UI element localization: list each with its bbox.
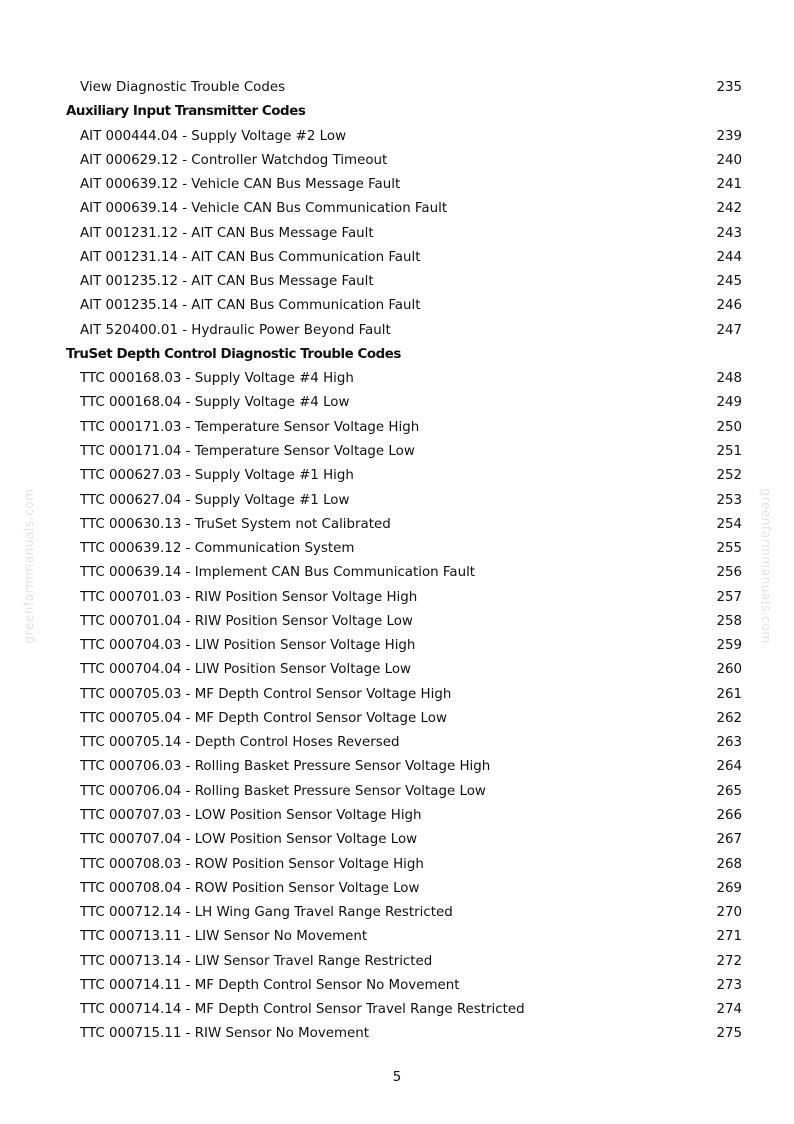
toc-entry[interactable] <box>66 173 742 197</box>
toc-entry-label: TTC 000705.04 - MF Depth Control Sensor Voltage Low <box>80 710 447 726</box>
toc-entry[interactable] <box>66 537 742 561</box>
toc-entry-page-number: 240 <box>716 152 742 168</box>
toc-entry-label: TTC 000708.04 - ROW Position Sensor Voltage Low <box>80 880 420 896</box>
toc-entry-label: AIT 001235.12 - AIT CAN Bus Message Fault <box>80 274 374 290</box>
toc-entry-label: TTC 000630.13 - TruSet System not Calibrated <box>80 516 391 532</box>
toc-entry-label: AIT 000629.12 - Controller Watchdog Timeout <box>80 152 388 168</box>
toc-entry-page-number: 274 <box>716 1002 742 1018</box>
toc-entry[interactable] <box>66 416 742 440</box>
toc-entry-page-number: 243 <box>716 225 742 241</box>
toc-entry[interactable] <box>66 367 742 391</box>
toc-entry[interactable] <box>66 804 742 828</box>
toc-entry[interactable] <box>66 197 742 221</box>
toc-entry[interactable] <box>66 828 742 852</box>
toc-entry-page-number: 242 <box>716 201 742 217</box>
toc-entry[interactable] <box>66 513 742 537</box>
table-of-contents <box>66 76 742 1047</box>
toc-entry[interactable] <box>66 76 742 100</box>
toc-entry[interactable] <box>66 586 742 610</box>
toc-entry[interactable] <box>66 707 742 731</box>
toc-entry-label: AIT 000444.04 - Supply Voltage #2 Low <box>80 128 347 144</box>
toc-entry-page-number: 268 <box>716 856 742 872</box>
toc-entry-page-number: 272 <box>716 953 742 969</box>
toc-entry-label: TTC 000714.14 - MF Depth Control Sensor Travel Range Restricted <box>80 1002 525 1018</box>
toc-entry-page-number: 247 <box>716 322 742 338</box>
toc-entry-label: TTC 000712.14 - LH Wing Gang Travel Range Restricted <box>80 905 453 921</box>
toc-entry-page-number: 245 <box>716 274 742 290</box>
toc-entry-label: View Diagnostic Trouble Codes <box>80 80 286 95</box>
toc-entry-page-number: 273 <box>716 977 742 993</box>
toc-entry-page-number: 264 <box>716 759 742 775</box>
toc-entry-label: TTC 000708.03 - ROW Position Sensor Voltage High <box>80 856 424 872</box>
toc-entry-page-number: 235 <box>716 80 742 95</box>
toc-entry-page-number: 267 <box>716 832 742 848</box>
toc-entry[interactable] <box>66 464 742 488</box>
toc-entry-page-number: 246 <box>716 298 742 314</box>
toc-entry-page-number: 251 <box>716 443 742 459</box>
toc-entry-label: TTC 000627.04 - Supply Voltage #1 Low <box>80 492 350 508</box>
toc-entry-label: TTC 000701.04 - RIW Position Sensor Voltage Low <box>80 613 413 629</box>
toc-entry-page-number: 259 <box>716 638 742 654</box>
toc-entry-page-number: 250 <box>716 419 742 435</box>
toc-entry-label: TTC 000714.11 - MF Depth Control Sensor No Movement <box>80 977 460 993</box>
toc-entry-page-number: 244 <box>716 249 742 265</box>
toc-entry[interactable] <box>66 853 742 877</box>
toc-entry[interactable] <box>66 683 742 707</box>
toc-entry-page-number: 257 <box>716 589 742 605</box>
toc-entry[interactable] <box>66 731 742 755</box>
toc-entry-page-number: 253 <box>716 492 742 508</box>
toc-entry[interactable] <box>66 561 742 585</box>
toc-entry-page-number: 258 <box>716 613 742 629</box>
toc-entry-page-number: 270 <box>716 905 742 921</box>
toc-entry[interactable] <box>66 780 742 804</box>
toc-entry-label: TTC 000168.03 - Supply Voltage #4 High <box>80 371 354 387</box>
toc-entry[interactable] <box>66 1022 742 1046</box>
toc-section-heading <box>66 100 742 124</box>
toc-entry[interactable] <box>66 877 742 901</box>
toc-entry-label: TTC 000706.03 - Rolling Basket Pressure Sensor Voltage High <box>80 759 491 775</box>
toc-entry-label: AIT 001231.12 - AIT CAN Bus Message Fault <box>80 225 374 241</box>
toc-entry-label: TTC 000706.04 - Rolling Basket Pressure Sensor Voltage Low <box>80 783 486 799</box>
toc-entry-label: TTC 000704.03 - LIW Position Sensor Voltage High <box>80 638 416 654</box>
toc-entry-label: TTC 000713.14 - LIW Sensor Travel Range Restricted <box>80 953 433 969</box>
toc-entry-label: TTC 000171.03 - Temperature Sensor Voltage High <box>80 419 420 435</box>
toc-entry-label: AIT 000639.14 - Vehicle CAN Bus Communication Fault <box>80 201 448 217</box>
toc-entry-page-number: 271 <box>716 929 742 945</box>
toc-entry-label: AIT 520400.01 - Hydraulic Power Beyond Fault <box>80 322 391 338</box>
toc-entry-label: TTC 000713.11 - LIW Sensor No Movement <box>80 929 368 945</box>
toc-entry-label: TTC 000707.04 - LOW Position Sensor Voltage Low <box>80 832 418 848</box>
toc-entry-page-number: 249 <box>716 395 742 411</box>
toc-entry[interactable] <box>66 489 742 513</box>
toc-entry-page-number: 269 <box>716 880 742 896</box>
toc-entry-label: AIT 000639.12 - Vehicle CAN Bus Message Fault <box>80 177 401 193</box>
toc-entry-page-number: 255 <box>716 541 742 557</box>
toc-entry[interactable] <box>66 998 742 1022</box>
toc-entry[interactable] <box>66 125 742 149</box>
toc-entry[interactable] <box>66 974 742 998</box>
toc-entry-label: TTC 000627.03 - Supply Voltage #1 High <box>80 468 354 484</box>
toc-entry[interactable] <box>66 222 742 246</box>
toc-entry-page-number: 263 <box>716 735 742 751</box>
toc-entry[interactable] <box>66 319 742 343</box>
toc-entry-page-number: 256 <box>716 565 742 581</box>
toc-entry[interactable] <box>66 658 742 682</box>
toc-entry-label: TTC 000168.04 - Supply Voltage #4 Low <box>80 395 350 411</box>
toc-entry[interactable] <box>66 925 742 949</box>
watermark-right: greenfarmmanuals.com <box>759 488 773 644</box>
toc-entry[interactable] <box>66 950 742 974</box>
toc-entry-label: TTC 000705.03 - MF Depth Control Sensor Voltage High <box>80 686 452 702</box>
toc-entry-page-number: 275 <box>716 1026 742 1042</box>
toc-heading-label: Auxiliary Input Transmitter Codes <box>66 104 306 120</box>
toc-entry-label: TTC 000701.03 - RIW Position Sensor Voltage High <box>80 589 418 605</box>
toc-entry-label: TTC 000705.14 - Depth Control Hoses Reversed <box>80 735 400 751</box>
toc-heading-label: TruSet Depth Control Diagnostic Trouble Codes <box>66 346 401 362</box>
toc-entry[interactable] <box>66 440 742 464</box>
toc-entry-label: TTC 000707.03 - LOW Position Sensor Voltage High <box>80 807 422 823</box>
toc-entry[interactable] <box>66 901 742 925</box>
toc-entry-page-number: 239 <box>716 128 742 144</box>
toc-entry-page-number: 260 <box>716 662 742 678</box>
toc-entry[interactable] <box>66 246 742 270</box>
toc-entry-page-number: 262 <box>716 710 742 726</box>
toc-entry-page-number: 265 <box>716 783 742 799</box>
toc-entry-label: TTC 000639.12 - Communication System <box>80 541 355 557</box>
page-number: 5 <box>392 1070 402 1085</box>
toc-entry-label: TTC 000715.11 - RIW Sensor No Movement <box>80 1026 370 1042</box>
toc-entry[interactable] <box>66 755 742 779</box>
watermark-left: greenfarmmanuals.com <box>22 488 36 644</box>
toc-entry-label: TTC 000171.04 - Temperature Sensor Voltage Low <box>80 443 415 459</box>
toc-entry-label: AIT 001231.14 - AIT CAN Bus Communication Fault <box>80 249 421 265</box>
toc-entry[interactable] <box>66 270 742 294</box>
toc-entry-page-number: 254 <box>716 516 742 532</box>
toc-entry-page-number: 266 <box>716 807 742 823</box>
toc-entry-page-number: 261 <box>716 686 742 702</box>
toc-entry[interactable] <box>66 610 742 634</box>
toc-entry-label: TTC 000704.04 - LIW Position Sensor Voltage Low <box>80 662 412 678</box>
toc-entry-page-number: 241 <box>716 177 742 193</box>
toc-entry[interactable] <box>66 391 742 415</box>
toc-entry[interactable] <box>66 634 742 658</box>
toc-entry-label: TTC 000639.14 - Implement CAN Bus Communication Fault <box>80 565 476 581</box>
toc-entry[interactable] <box>66 149 742 173</box>
toc-entry[interactable] <box>66 294 742 318</box>
toc-section-heading <box>66 343 742 367</box>
toc-entry-page-number: 252 <box>716 468 742 484</box>
toc-entry-page-number: 248 <box>716 371 742 387</box>
toc-entry-label: AIT 001235.14 - AIT CAN Bus Communication Fault <box>80 298 421 314</box>
